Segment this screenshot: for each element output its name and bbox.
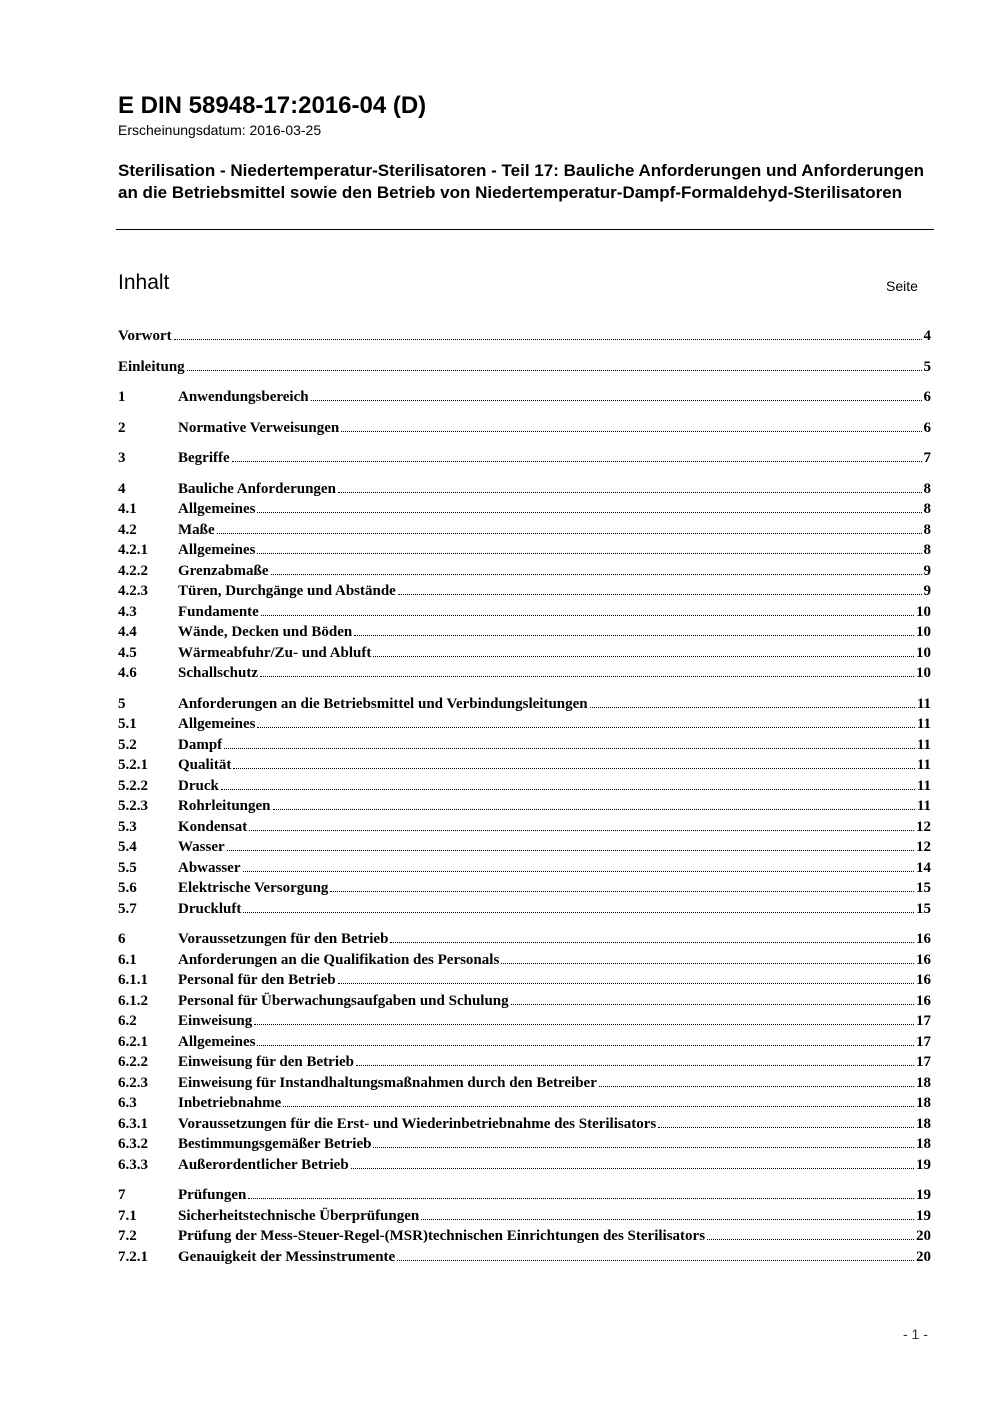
toc-dot-leader: [248, 1186, 914, 1199]
toc-entry-page: 12: [916, 839, 931, 855]
toc-entry[interactable]: [118, 644, 931, 663]
toc-entry[interactable]: [118, 419, 931, 438]
toc-entry[interactable]: [118, 900, 931, 919]
toc-entry-page: 16: [916, 992, 931, 1009]
toc-dot-leader: [261, 603, 914, 616]
toc-entry[interactable]: [118, 992, 931, 1011]
toc-entry-title: Wasser: [178, 839, 225, 855]
toc-entry-title: Elektrische Versorgung: [178, 880, 329, 896]
toc-entry[interactable]: [118, 1074, 931, 1093]
toc-entry-number: 4: [118, 480, 126, 497]
toc-entry-title: Voraussetzungen für den Betrieb: [178, 931, 389, 947]
toc-dot-leader: [257, 1033, 914, 1046]
toc-entry-number: 6.3.2: [118, 1136, 148, 1152]
toc-entry[interactable]: [118, 797, 931, 816]
toc-entry-page: 15: [916, 900, 931, 917]
toc-entry[interactable]: [118, 1186, 931, 1205]
toc-entry-number: 7.2.1: [118, 1248, 148, 1265]
toc-dot-leader: [590, 695, 915, 708]
toc-entry-page: 18: [916, 1095, 931, 1111]
toc-entry-title: Anforderungen an die Qualifikation des Personals: [178, 951, 500, 968]
toc-dot-leader: [398, 582, 922, 595]
toc-entry-number: 4.2: [118, 521, 137, 538]
toc-dot-leader: [257, 715, 914, 728]
toc-entry-number: 7.1: [118, 1207, 137, 1224]
toc-entry-title: Wände, Decken und Böden: [178, 624, 353, 640]
toc-entry[interactable]: [118, 1227, 931, 1246]
toc-dot-leader: [283, 1094, 914, 1107]
toc-entry-page: 20: [916, 1248, 931, 1265]
toc-dot-leader: [341, 419, 921, 432]
title-divider: [116, 229, 934, 230]
toc-entry-number: 6.2: [118, 1013, 137, 1029]
toc-heading: Inhalt: [118, 271, 170, 294]
toc-dot-leader: [233, 756, 914, 769]
toc-entry-page: 20: [916, 1228, 931, 1244]
toc-dot-leader: [354, 623, 914, 636]
toc-entry-title: Allgemeines: [178, 542, 256, 558]
toc-entry[interactable]: [118, 859, 931, 878]
toc-dot-leader: [260, 664, 914, 677]
toc-dot-leader: [227, 838, 914, 851]
toc-entry-page: 10: [916, 603, 931, 620]
toc-entry-title: Allgemeines: [178, 716, 256, 732]
toc-dot-leader: [311, 388, 922, 401]
toc-entry[interactable]: [118, 756, 931, 775]
toc-entry-page: 11: [916, 736, 931, 753]
toc-entry-number: 3: [118, 450, 126, 466]
toc-entry[interactable]: [118, 777, 931, 796]
toc-entry-page: 4: [923, 328, 931, 344]
toc-dot-leader: [271, 562, 922, 575]
toc-entry[interactable]: [118, 664, 931, 683]
toc-entry-title: Vorwort: [118, 328, 172, 344]
toc-entry-number: 5.4: [118, 839, 137, 855]
toc-dot-leader: [658, 1115, 914, 1128]
toc-entry-title: Druckluft: [178, 900, 242, 917]
toc-entry-page: 14: [916, 859, 931, 876]
toc-entry-title: Personal für Überwachungsaufgaben und Schulung: [178, 992, 509, 1009]
toc-entry-page: 18: [916, 1136, 931, 1152]
toc-entry-number: 4.1: [118, 501, 137, 517]
toc-entry[interactable]: [118, 879, 931, 898]
document-id: E DIN 58948-17:2016-04 (D): [118, 92, 427, 119]
toc-entry[interactable]: [118, 1248, 931, 1267]
toc-entry-page: 10: [916, 644, 931, 661]
toc-entry-number: 4.2.3: [118, 583, 148, 599]
toc-entry-title: Kondensat: [178, 818, 248, 835]
toc-entry-title: Rohrleitungen: [178, 798, 271, 814]
toc-entry-title: Druck: [178, 777, 219, 794]
toc-entry-title: Genauigkeit der Messinstrumente: [178, 1248, 396, 1265]
toc-entry[interactable]: [118, 388, 931, 407]
toc-entry-page: 6: [923, 389, 931, 405]
toc-entry-number: 6.2.3: [118, 1074, 148, 1091]
toc-entry-title: Voraussetzungen für die Erst- und Wiederinbetriebnahme des Sterilisators: [178, 1115, 657, 1132]
toc-entry[interactable]: [118, 603, 931, 622]
toc-entry-number: 6.1.1: [118, 972, 148, 988]
toc-entry-page: 19: [916, 1207, 931, 1224]
toc-dot-leader: [373, 1135, 914, 1148]
toc-dot-leader: [511, 992, 914, 1005]
toc-entry[interactable]: [118, 838, 931, 857]
toc-entry-number: 4.3: [118, 603, 137, 620]
toc-entry[interactable]: [118, 358, 931, 377]
toc-dot-leader: [224, 736, 915, 749]
toc-entry[interactable]: [118, 1135, 931, 1154]
toc-entry-number: 7: [118, 1187, 126, 1203]
toc-entry-number: 5.2: [118, 736, 137, 753]
toc-dot-leader: [356, 1053, 914, 1066]
toc-dot-leader: [707, 1227, 914, 1240]
toc-entry-title: Bestimmungsgemäßer Betrieb: [178, 1136, 372, 1152]
toc-entry-page: 11: [916, 757, 931, 773]
toc-entry-number: 5.1: [118, 716, 137, 732]
toc-entry-page: 9: [923, 562, 931, 579]
toc-entry-page: 11: [916, 777, 931, 794]
toc-dot-leader: [273, 797, 915, 810]
toc-dot-leader: [187, 358, 922, 371]
toc-dot-leader: [254, 1012, 914, 1025]
toc-entry-title: Einweisung für den Betrieb: [178, 1054, 354, 1070]
toc-entry-number: 4.6: [118, 665, 137, 681]
toc-entry-page: 16: [916, 972, 931, 988]
toc-entry-page: 6: [923, 419, 931, 436]
toc-entry-page: 10: [916, 665, 931, 681]
toc-entry-title: Begriffe: [178, 450, 230, 466]
toc-entry[interactable]: [118, 541, 931, 560]
toc-entry-number: 5.2.3: [118, 798, 148, 814]
toc-entry-page: 15: [916, 880, 931, 896]
toc-entry-page: 5: [923, 358, 931, 375]
toc-entry-page: 8: [923, 501, 931, 517]
toc-entry[interactable]: [118, 736, 931, 755]
toc-dot-leader: [243, 900, 914, 913]
toc-entry[interactable]: [118, 1156, 931, 1175]
toc-entry-title: Einweisung: [178, 1013, 253, 1029]
toc-entry[interactable]: [118, 930, 931, 949]
toc-entry-title: Allgemeines: [178, 1033, 256, 1050]
toc-entry-number: 4.2.1: [118, 542, 148, 558]
toc-entry-title: Personal für den Betrieb: [178, 972, 336, 988]
toc-entry-page: 11: [916, 798, 931, 814]
toc-entry-number: 6.3.1: [118, 1115, 148, 1132]
toc-entry-title: Normative Verweisungen: [178, 419, 340, 436]
toc-entry-number: 6.1.2: [118, 992, 148, 1009]
toc-dot-leader: [249, 818, 914, 831]
release-date: Erscheinungsdatum: 2016-03-25: [118, 122, 322, 138]
toc-entry[interactable]: [118, 480, 931, 499]
toc-entry-title: Einleitung: [118, 358, 185, 375]
toc-entry-page: 16: [916, 951, 931, 968]
toc-entry[interactable]: [118, 695, 931, 714]
toc-entry[interactable]: [118, 562, 931, 581]
toc-entry-page: 17: [916, 1054, 931, 1070]
toc-entry-title: Prüfungen: [178, 1187, 247, 1203]
toc-entry-title: Anwendungsbereich: [178, 389, 309, 405]
toc-dot-leader: [257, 541, 921, 554]
toc-entry-page: 8: [923, 480, 931, 497]
toc-dot-leader: [174, 327, 922, 340]
toc-entry-number: 5.6: [118, 880, 137, 896]
toc-entry-title: Außerordentlicher Betrieb: [178, 1156, 349, 1173]
toc-entry-title: Allgemeines: [178, 501, 256, 517]
toc-entry-number: 6: [118, 931, 126, 947]
toc-dot-leader: [221, 777, 915, 790]
toc-entry[interactable]: [118, 951, 931, 970]
toc-entry[interactable]: [118, 449, 931, 468]
toc-entry[interactable]: [118, 715, 931, 734]
toc-entry-title: Sicherheitstechnische Überprüfungen: [178, 1207, 420, 1224]
toc-entry-page: 9: [923, 583, 931, 599]
toc-dot-leader: [599, 1074, 914, 1087]
toc-entry[interactable]: [118, 1094, 931, 1113]
toc-entry-page: 8: [923, 542, 931, 558]
toc-entry-number: 5: [118, 695, 126, 712]
toc-entry-number: 5.5: [118, 859, 137, 876]
toc-entry-number: 5.7: [118, 900, 137, 917]
toc-entry-title: Qualität: [178, 757, 232, 773]
toc-dot-leader: [338, 480, 922, 493]
toc-entry-title: Dampf: [178, 736, 223, 753]
toc-entry-page: 18: [916, 1074, 931, 1091]
toc-dot-leader: [397, 1248, 914, 1261]
toc-dot-leader: [257, 500, 921, 513]
toc-entry-page: 11: [916, 716, 931, 732]
toc-entry[interactable]: [118, 818, 931, 837]
toc-dot-leader: [243, 859, 915, 872]
toc-entry-number: 5.3: [118, 818, 137, 835]
toc-entry[interactable]: [118, 1053, 931, 1072]
toc-entry[interactable]: [118, 971, 931, 990]
toc-entry-number: 4.5: [118, 644, 137, 661]
toc-dot-leader: [421, 1207, 914, 1220]
toc-entry-title: Maße: [178, 521, 215, 538]
toc-entry[interactable]: [118, 582, 931, 601]
toc-entry-number: 6.1: [118, 951, 137, 968]
toc-entry-title: Abwasser: [178, 859, 241, 876]
toc-entry-title: Inbetriebnahme: [178, 1095, 282, 1111]
toc-entry-title: Einweisung für Instandhaltungsmaßnahmen durch den Betreiber: [178, 1074, 597, 1091]
toc-entry-title: Schallschutz: [178, 665, 259, 681]
toc-entry-page: 7: [923, 450, 931, 466]
toc-dot-leader: [330, 879, 914, 892]
toc-entry-page: 17: [916, 1033, 931, 1050]
toc-dot-leader: [232, 449, 922, 462]
toc-entry-page: 19: [916, 1187, 931, 1203]
toc-entry-page: 12: [916, 818, 931, 835]
toc-entry-number: 6.2.1: [118, 1033, 148, 1050]
toc-entry-page: 16: [916, 931, 931, 947]
toc-entry[interactable]: [118, 1207, 931, 1226]
toc-entry-title: Anforderungen an die Betriebsmittel und Verbindungsleitungen: [178, 695, 588, 712]
toc-dot-leader: [373, 644, 914, 657]
toc-entry-page: 8: [923, 521, 931, 538]
toc-entry-title: Wärmeabfuhr/Zu- und Abluft: [178, 644, 372, 661]
toc-entry-number: 6.2.2: [118, 1054, 148, 1070]
toc-entry-page: 11: [916, 695, 931, 712]
toc-entry[interactable]: [118, 1033, 931, 1052]
toc-entry-title: Bauliche Anforderungen: [178, 480, 336, 497]
toc-entry-title: Grenzabmaße: [178, 562, 269, 579]
toc-entry-page: 10: [916, 624, 931, 640]
toc-dot-leader: [390, 930, 914, 943]
toc-dot-leader: [501, 951, 914, 964]
toc-entry[interactable]: [118, 1115, 931, 1134]
toc-entry[interactable]: [118, 500, 931, 519]
document-title: Sterilisation - Niedertemperatur-Sterilisatoren - Teil 17: Bauliche Anforderungen und Anforderungen an die Betriebsmittel sowie den Betrieb von Niedertemperatur-Dampf-Formaldehyd-Sterilisatoren: [118, 161, 925, 202]
toc-dot-leader: [217, 521, 922, 534]
toc-entry[interactable]: [118, 1012, 931, 1031]
toc-page-label: Seite: [886, 278, 918, 294]
toc-entry[interactable]: [118, 327, 931, 346]
toc-entry-title: Türen, Durchgänge und Abstände: [178, 583, 396, 599]
toc-entry-number: 4.2.2: [118, 562, 148, 579]
toc-entry[interactable]: [118, 623, 931, 642]
page-number: - 1 -: [903, 1326, 928, 1342]
toc-dot-leader: [338, 971, 914, 984]
toc-dot-leader: [351, 1156, 914, 1169]
toc-entry-number: 7.2: [118, 1228, 137, 1244]
toc-entry-number: 6.3.3: [118, 1156, 148, 1173]
toc-entry-page: 19: [916, 1156, 931, 1173]
toc-entry-page: 17: [916, 1013, 931, 1029]
toc-entry-number: 2: [118, 419, 126, 436]
toc-entry-number: 6.3: [118, 1095, 137, 1111]
toc-entry-number: 1: [118, 389, 126, 405]
toc-entry-title: Prüfung der Mess-Steuer-Regel-(MSR)technischen Einrichtungen des Sterilisators: [178, 1228, 706, 1244]
toc-entry-title: Fundamente: [178, 603, 259, 620]
toc-entry-number: 4.4: [118, 624, 137, 640]
toc-entry-number: 5.2.1: [118, 757, 148, 773]
toc-entry-number: 5.2.2: [118, 777, 148, 794]
toc-entry[interactable]: [118, 521, 931, 540]
toc-entry-page: 18: [916, 1115, 931, 1132]
